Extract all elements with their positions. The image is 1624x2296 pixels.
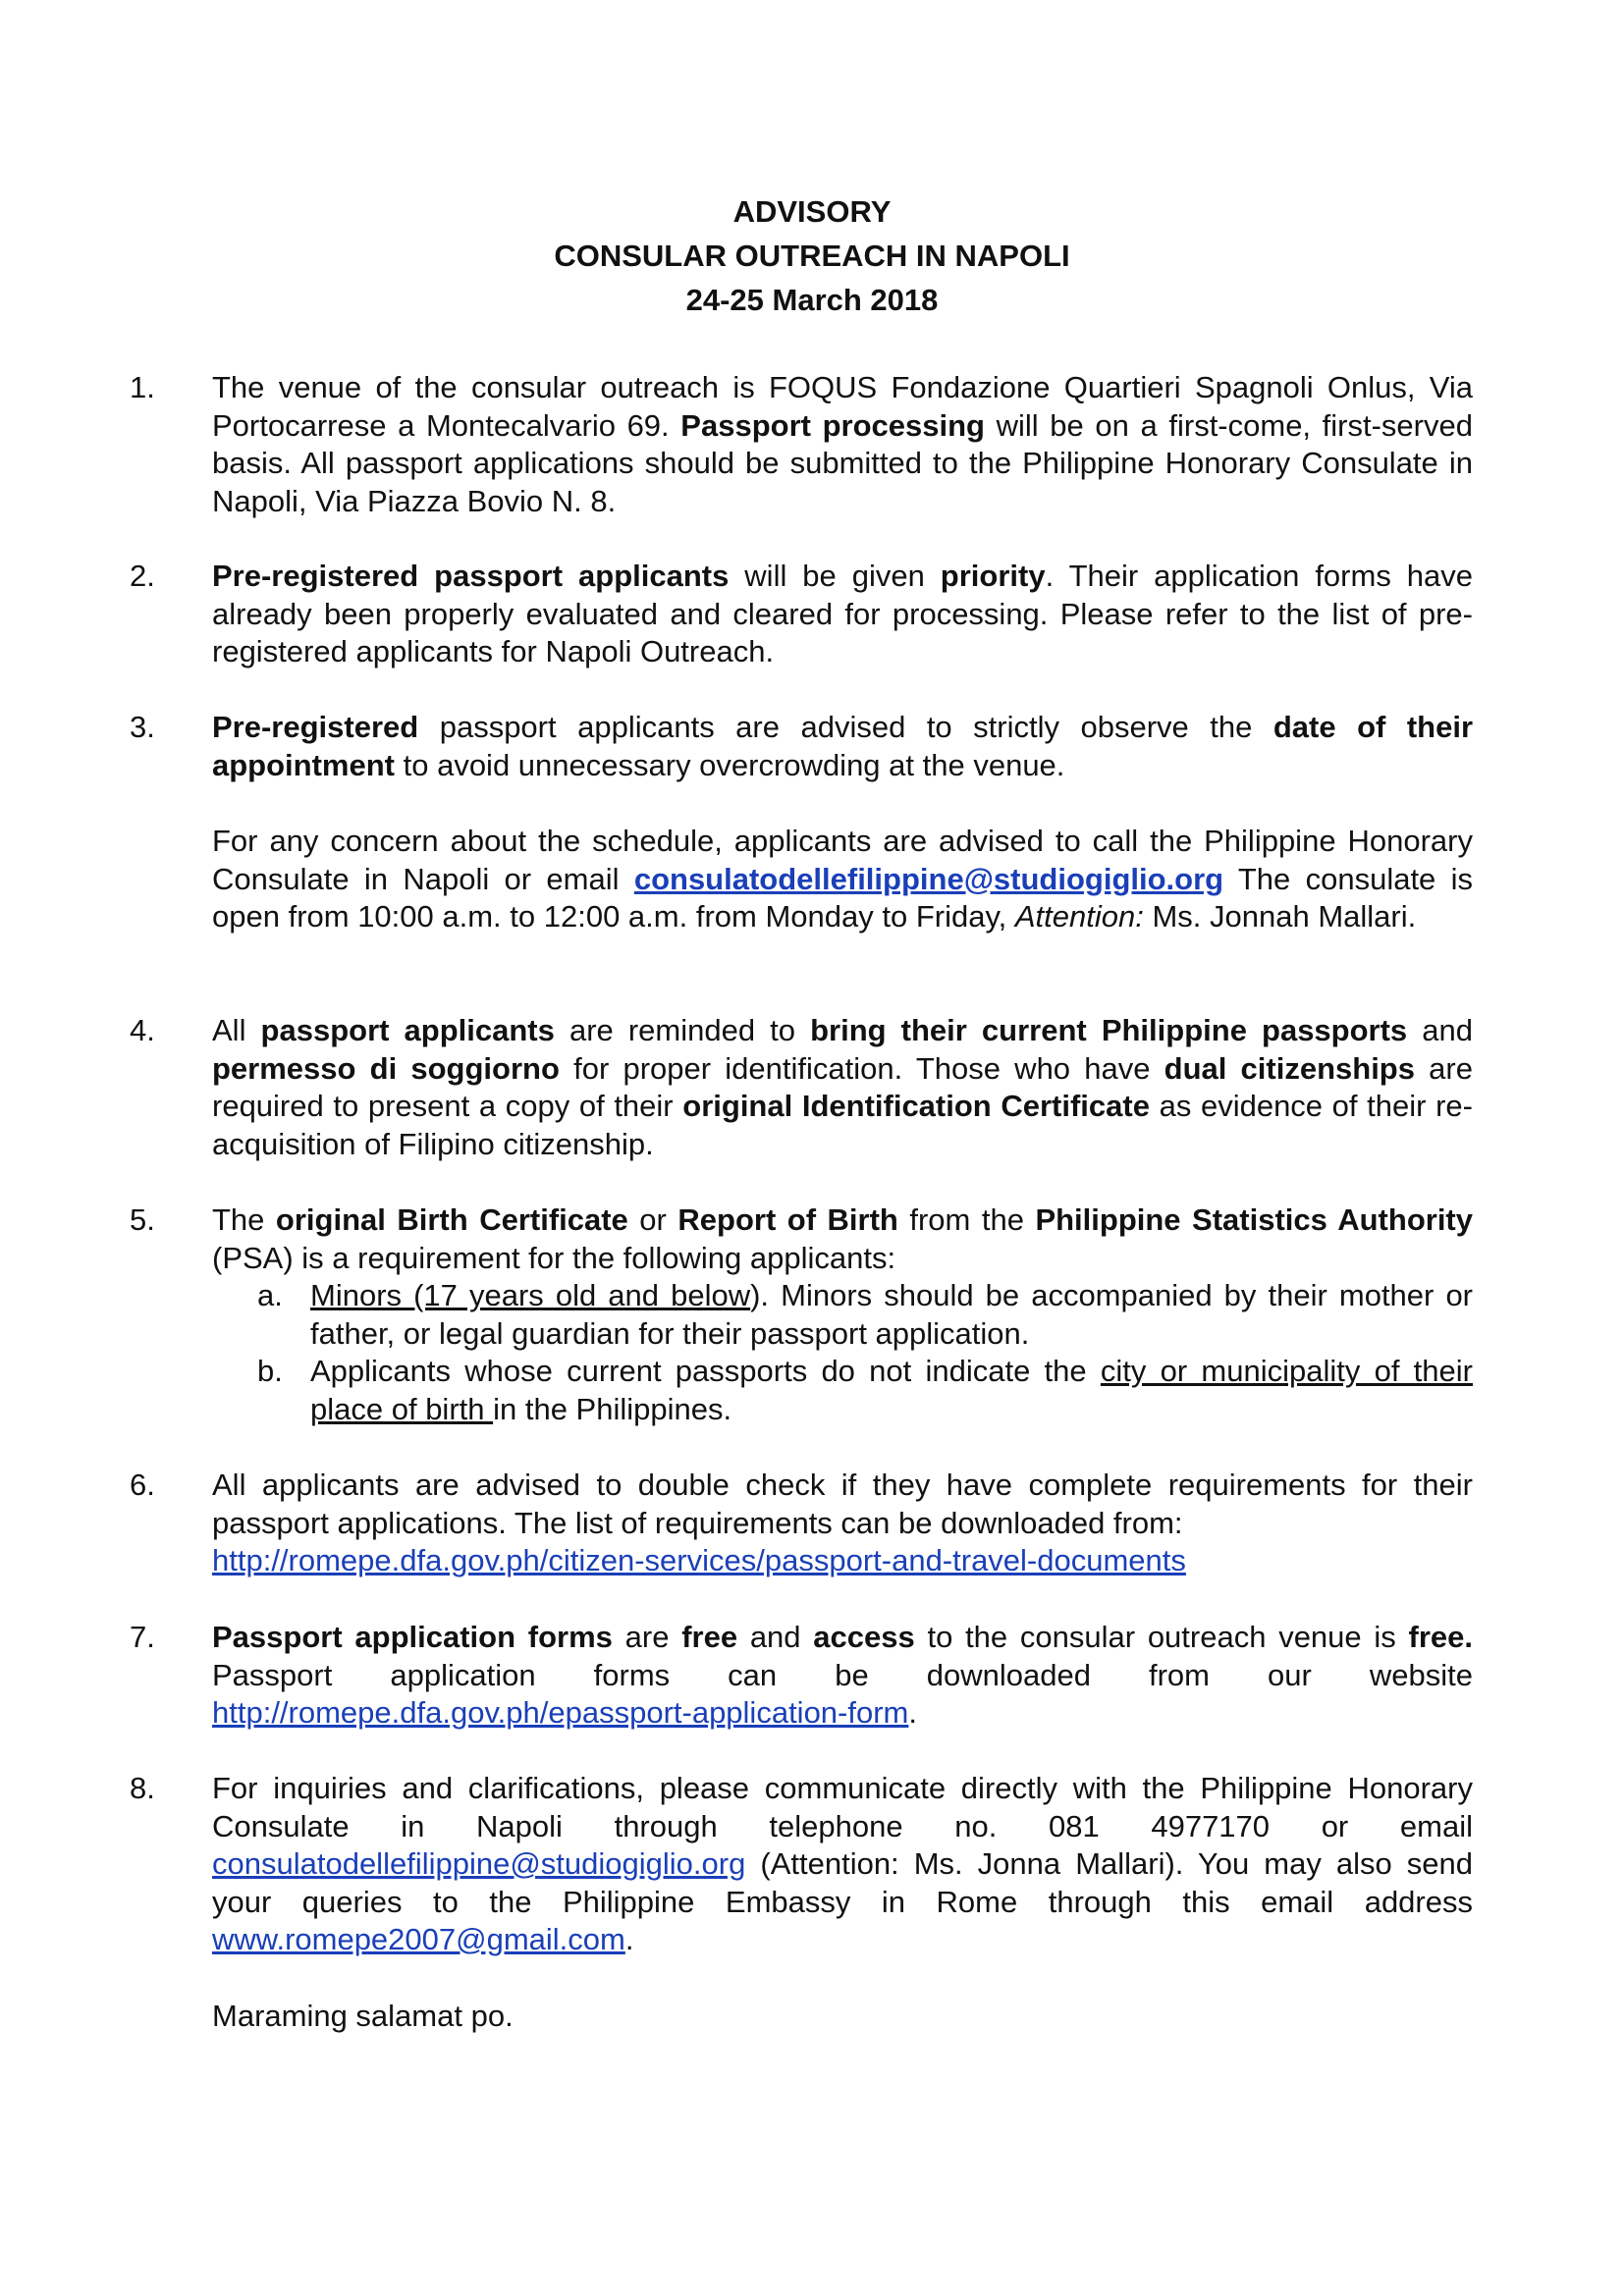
item-text: Pre-registered passport applicants are advised to strictly observe the date of their appointment to avoid unnecessary overcrowding at the venue. xyxy=(212,710,1474,782)
doc-date: 24-25 March 2018 xyxy=(685,283,939,317)
item-text: The original Birth Certificate or Report of Birth from the Philippine Statistics Authority (PSA) is a requirement for the following applicants: xyxy=(212,1202,1473,1275)
item-text: All applicants are advised to double check if they have complete requirements for their passport applications. The list of requirements can be downloaded from: http://romepe.dfa.gov.ph/citizen-services/passport-and-travel-documents xyxy=(212,1468,1473,1577)
item-text: For inquiries and clarifications, please communicate directly with the Philippine Honorary Consulate in Napoli through telephone no. 081 4977170 or email consulatodellefilippine@studiogiglio.org (Attention: Ms. Jonna Mallari). You may also send your queries to the Philippine Embassy in Rome through this email address www.romepe2007@gmail.com. xyxy=(212,1771,1473,1956)
item-number: 5. xyxy=(130,1202,155,1237)
doc-subtitle: CONSULAR OUTREACH IN NAPOLI xyxy=(554,239,1070,273)
doc-title: ADVISORY xyxy=(732,194,892,229)
item-number: 1. xyxy=(130,370,155,404)
sub-item-letter: b. xyxy=(257,1354,283,1388)
item-number: 4. xyxy=(130,1013,155,1047)
application-form-link[interactable]: http://romepe.dfa.gov.ph/epassport-application-form xyxy=(212,1695,909,1730)
item-number: 3. xyxy=(130,710,155,744)
consulate-email-link-2[interactable]: consulatodellefilippine@studiogiglio.org xyxy=(212,1846,746,1881)
sub-item-text: Applicants whose current passports do not indicate the city or municipality of their place of birth in the Philippines. xyxy=(310,1354,1473,1426)
closing-line: Maraming salamat po. xyxy=(212,1999,514,2033)
requirements-link[interactable]: http://romepe.dfa.gov.ph/citizen-services/passport-and-travel-documents xyxy=(212,1543,1186,1577)
item-number: 6. xyxy=(130,1468,155,1502)
item-text: All passport applicants are reminded to bring their current Philippine passports and permesso di soggiorno for proper identification. Those who have dual citizenships are required to present a copy of their original Identification Certificate as evidence of their re-acquisition of Filipino citizenship. xyxy=(212,1013,1473,1161)
item-number: 7. xyxy=(130,1620,155,1654)
item-number: 8. xyxy=(130,1771,155,1805)
item-text: Pre-registered passport applicants will be given priority. Their application forms have already been properly evaluated and cleared for processing. Please refer to the list of pre-registered applicants for Napoli Outreach. xyxy=(212,559,1473,668)
sub-item-letter: a. xyxy=(257,1278,283,1312)
item-text: Passport application forms are free and access to the consular outreach venue is free. Passport application forms can be downloaded from our website http://romepe.dfa.gov.ph/epassport-application-form. xyxy=(212,1620,1474,1730)
consulate-email-link[interactable]: consulatodellefilippine@studiogiglio.org xyxy=(633,861,1224,896)
item-text-paragraph-2: For any concern about the schedule, applicants are advised to call the Philippine Honorary Consulate in Napoli or email consulatodellefilippine@studiogiglio.org The consulate is open from 10:00 a.m. to 12:00 a.m. from Monday to Friday, Attention: Ms. Jonnah Mallari. xyxy=(212,824,1473,934)
embassy-email-link[interactable]: www.romepe2007@gmail.com xyxy=(212,1922,625,1956)
sub-item-text: Minors (17 years old and below). Minors should be accompanied by their mother or father, or legal guardian for their passport application. xyxy=(310,1278,1474,1351)
item-number: 2. xyxy=(130,559,155,593)
item-text: The venue of the consular outreach is FOQUS Fondazione Quartieri Spagnoli Onlus, Via Portocarrese a Montecalvario 69. Passport processing will be on a first-come, first-served basis. All passport applications should be submitted to the Philippine Honorary Consulate in Napoli, Via Piazza Bovio N. 8. xyxy=(212,370,1473,518)
